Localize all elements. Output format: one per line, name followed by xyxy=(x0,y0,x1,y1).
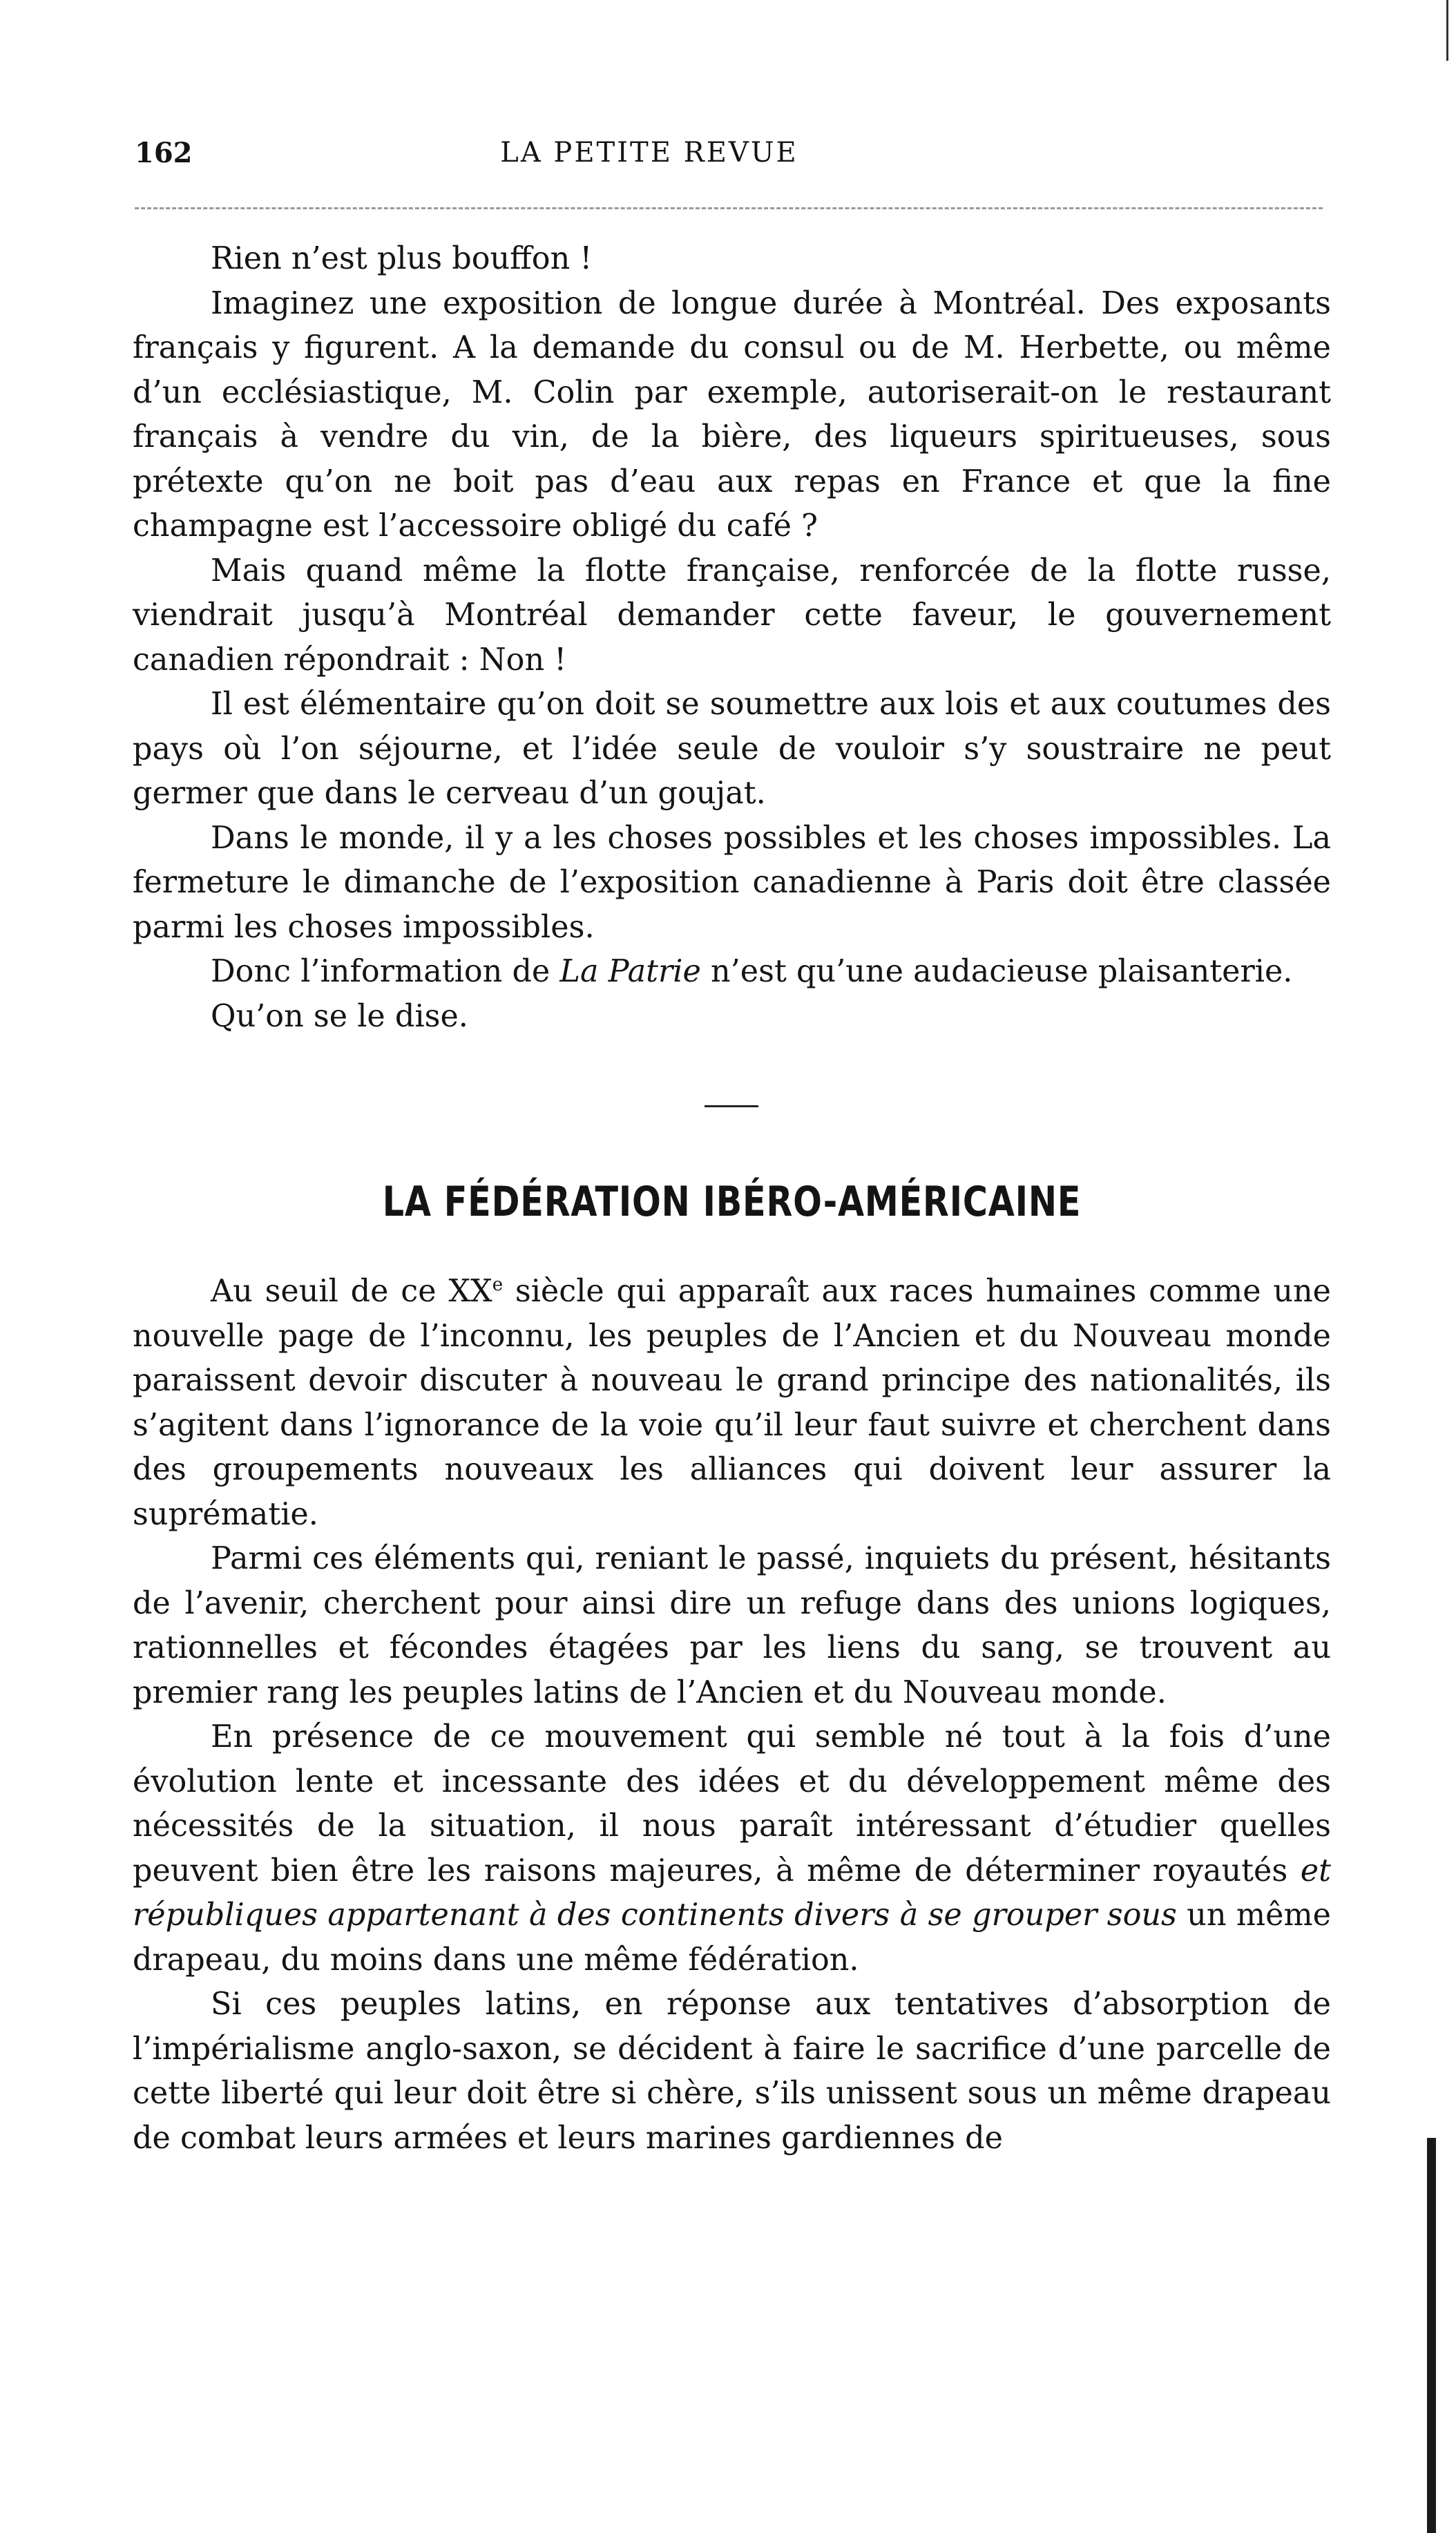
section-separator xyxy=(705,1105,758,1107)
italic-run: et républiques appartenant à des continents divers à se grouper sous xyxy=(133,1853,1331,1933)
century-superscript: e xyxy=(492,1274,504,1296)
paragraph: Mais quand même la flotte française, renforcée de la flotte russe, viendrait jusqu’à Montréal demander cette faveur, le gouvernement canadien répondrait : Non ! xyxy=(133,553,1331,678)
paragraph: Si ces peuples latins, en réponse aux tentatives d’absorption de l’impérialisme anglo-saxon, se décident à faire le sacrifice d’une parcelle de cette liberté qui leur doit être si chère, s’ils unissent sous un même drapeau de combat leurs armées et leurs marines gardiennes de xyxy=(133,1987,1331,2156)
header-rule xyxy=(135,207,1323,209)
closing-line: Qu’on se le dise. xyxy=(211,998,468,1034)
page-number: 162 xyxy=(135,137,193,169)
article-continuation xyxy=(133,237,1331,1039)
text-run: n’est qu’une audacieuse plaisanterie. xyxy=(700,954,1293,989)
text-run: Au seuil de ce XX xyxy=(211,1274,492,1309)
scan-edge-tick xyxy=(1446,0,1448,61)
running-title: LA PETITE REVUE xyxy=(500,137,798,169)
section-title: LA FÉDÉRATION IBÉRO-AMÉRICAINE xyxy=(382,1178,1082,1226)
paragraph: Parmi ces éléments qui, reniant le passé, inquiets du présent, hésitants de l’avenir, cherchent pour ainsi dire un refuge dans des unions logiques, rationnelles et fécondes étagées par les liens du sang, se trouvent au premier rang les peuples latins de l’Ancien et du Nouveau monde. xyxy=(133,1541,1331,1710)
paragraph: Imaginez une exposition de longue durée à Montréal. Des exposants français y figurent. A la demande du consul ou de M. Herbette, ou même d’un ecclésiastique, M. Colin par exemple, autoriserait-on le restaurant français à vendre du vin, de la bière, des liqueurs spiritueuses, sous prétexte qu’on ne boit pas d’eau aux repas en France et que la fine champagne est l’accessoire obligé du café ? xyxy=(133,285,1331,544)
paragraph xyxy=(133,1270,1331,1537)
running-header xyxy=(135,137,1323,178)
text-run: En présence de ce mouvement qui semble né tout à la fois d’une évolution lente et incessante des idées et du développement même des nécessités de la situation, il nous paraît intéressant d’étudier quelles peuvent bien être les raisons majeures, à même de déterminer royautés xyxy=(133,1719,1331,1889)
text-run: siècle qui apparaît aux races humaines comme une nouvelle page de l’inconnu, les peuples de l’Ancien et du Nouveau monde paraissent devoir discuter à nouveau le grand principe des nationalités, ils s’agitent dans l’ignorance de la voie qu’il leur faut suivre et cherchent dans des groupements nouveaux les alliances qui doivent leur assurer la suprématie. xyxy=(133,1274,1331,1532)
text-run: Donc l’information de xyxy=(211,954,560,989)
newspaper-title: La Patrie xyxy=(559,954,701,989)
paragraph: Rien n’est plus bouffon ! xyxy=(211,241,593,276)
paragraph xyxy=(133,1715,1331,1982)
paragraph: Il est élémentaire qu’on doit se soumettre aux lois et aux coutumes des pays où l’on séjourne, et l’idée seule de vouloir s’y soustraire ne peut germer que dans le cerveau d’un goujat. xyxy=(133,687,1331,811)
article-body xyxy=(133,1270,1331,2161)
text-run: un même drapeau, du moins dans une même fédération. xyxy=(133,1898,1331,1978)
paragraph: Dans le monde, il y a les choses possibles et les choses impossibles. La fermeture le dimanche de l’exposition canadienne à Paris doit être classée parmi les choses impossibles. xyxy=(133,820,1331,945)
scan-edge-bar xyxy=(1427,2138,1436,2533)
paragraph-patrie xyxy=(133,950,1331,995)
